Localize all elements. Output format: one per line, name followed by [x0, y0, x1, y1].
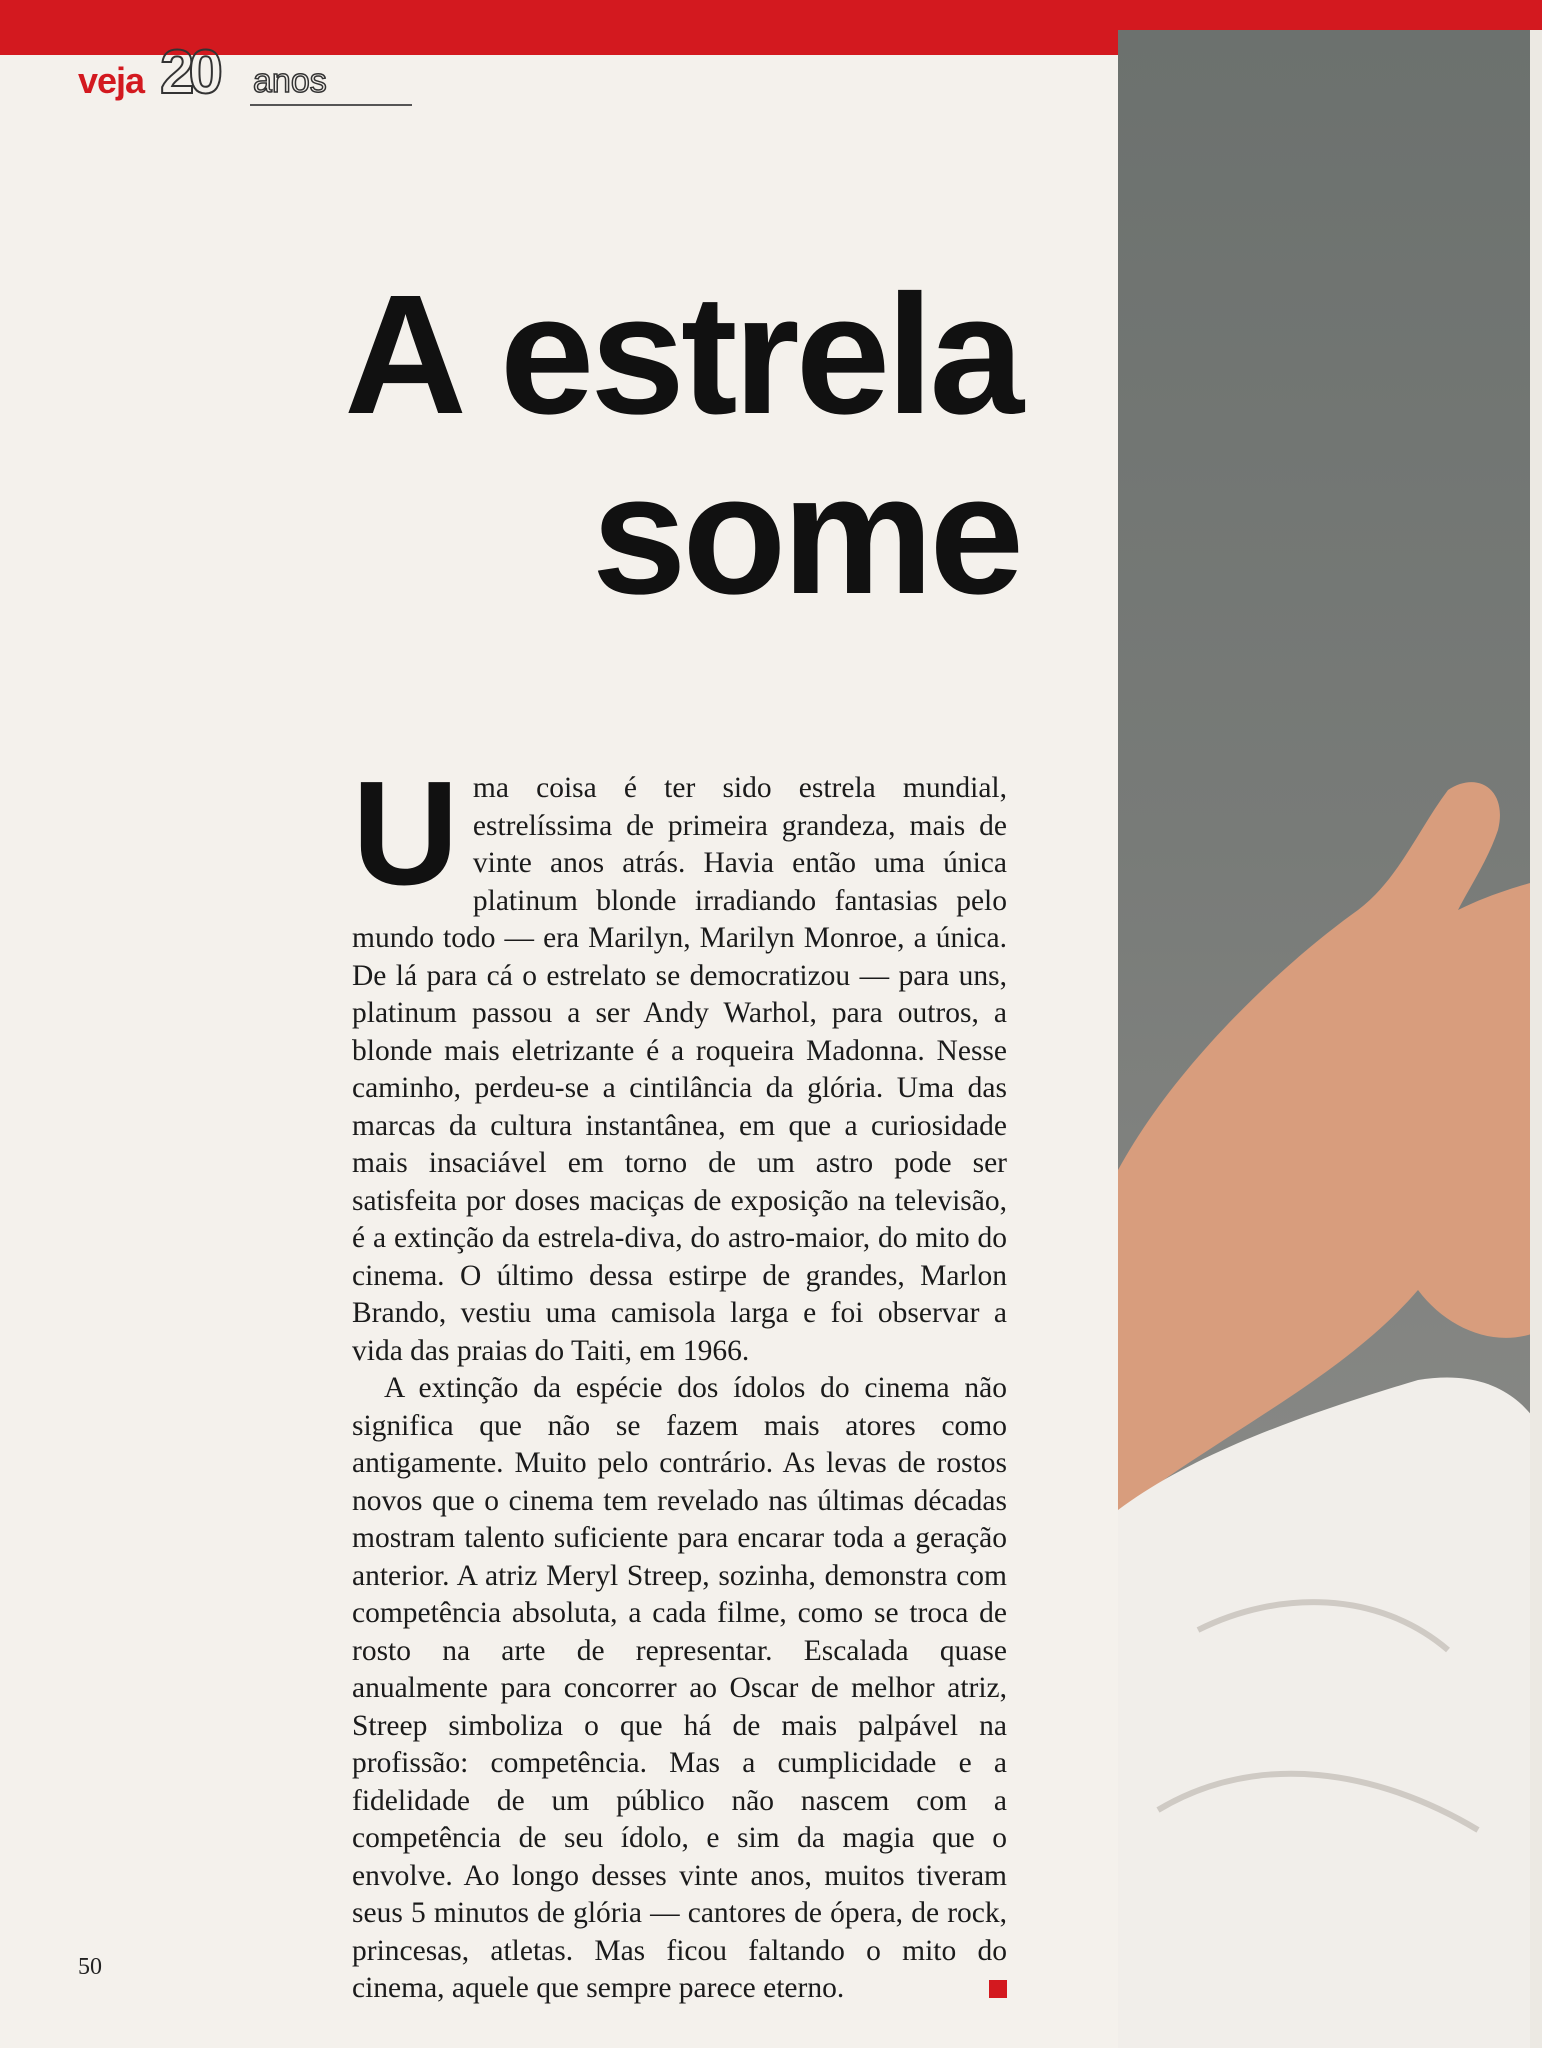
- paragraph-2-text: A extinção da espécie dos ídolos do cinema não significa que não se fazem mais atores como antigamente. Muito pelo contrário. As levas de rostos novos que o cinema tem revelado nas últimas décadas mostram talento suficiente para encarar toda a geração anterior. A atriz Meryl Streep, sozinha, demonstra com competência absoluta, a cada filme, como se troca de rosto na arte de representar. Escalada quase anualmente para concorrer ao Oscar de melhor atriz, Streep simboliza o que há de mais palpável na profissão: competência. Mas a cumplicidade e a fidelidade de um público não nascem com a competência de seu ídolo, e sim da magia que o envolve. Ao longo desses vinte anos, muitos tiveram seus 5 minutos de glória — cantores de ópera, de rock, princesas, atletas. Mas ficou faltando o mito do cinema, aquele que sempre parece eterno.: [352, 1372, 1007, 2004]
- drop-cap: U: [352, 751, 459, 916]
- headline: [180, 260, 1020, 630]
- photo-shirt: [1118, 1377, 1542, 2048]
- headline-line-1: A estrela: [344, 260, 1020, 450]
- headline-line-2: some: [591, 440, 1020, 630]
- logo-20-text: 20: [160, 38, 217, 107]
- page-number: 50: [78, 1954, 102, 1980]
- veja-20-anos-logo: [78, 38, 368, 112]
- logo-anos-text: anos: [253, 62, 327, 100]
- article-body: [352, 751, 1007, 2008]
- paragraph-1-text: ma coisa é ter sido estrela mundial, estrelíssima de primeira grandeza, mais de vinte anos atrás. Havia então uma única platinum blonde irradiando fantasias pelo mundo todo — era Marilyn, Marilyn Monroe, a única. De lá para cá o estrelato se democratizou — para uns, platinum passou a ser Andy Warhol, para outros, a blonde mais eletrizante é a roqueira Madonna. Nesse caminho, perdeu-se a cintilância da glória. Uma das marcas da cultura instantânea, em que a curiosidade mais insaciável em torno de um astro pode ser satisfeita por doses maciças de exposição na televisão, é a extinção da estrela-diva, do astro-maior, do mito do cinema. O último dessa estirpe de grandes, Marlon Brando, vestiu uma camisola larga e foi observar a vida das praias do Taiti, em 1966.: [352, 772, 1007, 1367]
- logo-underline: [250, 104, 412, 106]
- end-of-article-mark: [989, 1980, 1007, 1998]
- photo-edge: [1530, 30, 1542, 2048]
- logo-veja-text: veja: [78, 60, 145, 101]
- portrait-photo: [1118, 30, 1542, 2048]
- article-paragraph-1: [352, 751, 1007, 1370]
- photo-illustration: [1118, 30, 1542, 2048]
- article-paragraph-2: [352, 1370, 1007, 2008]
